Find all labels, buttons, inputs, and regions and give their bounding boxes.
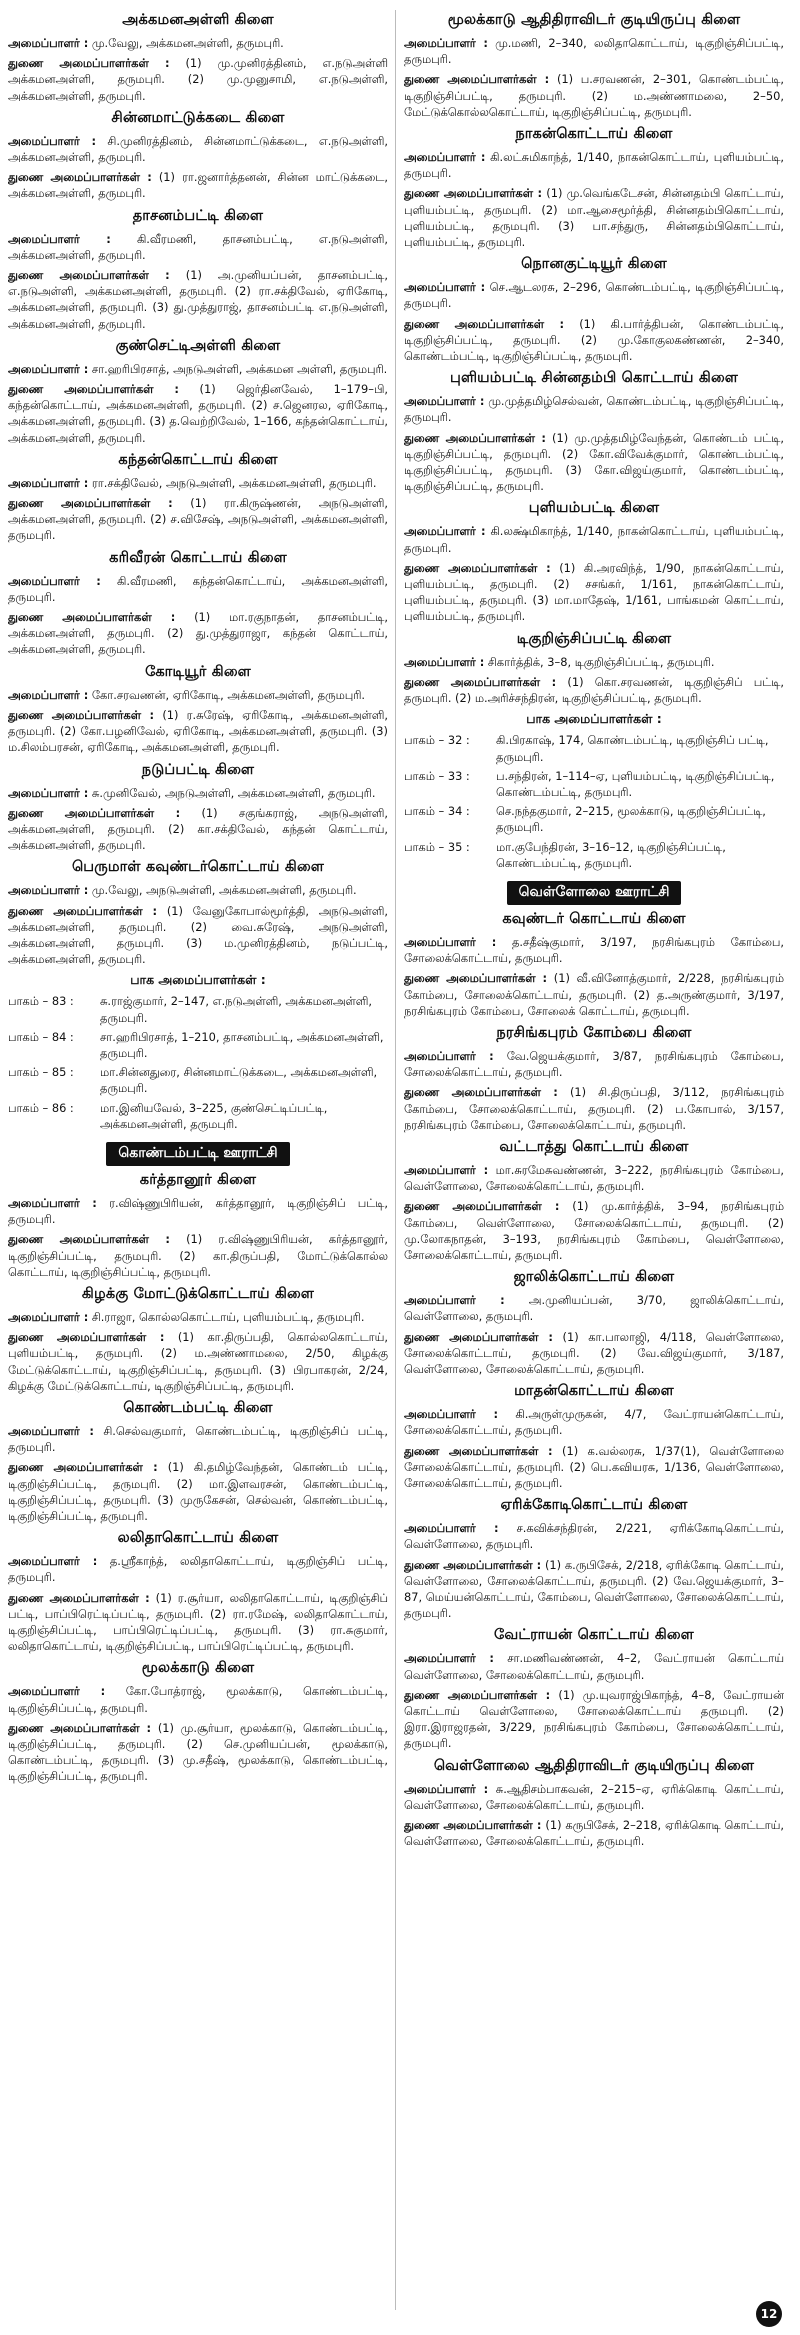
deputy-line bbox=[8, 1590, 388, 1655]
branch-title: கோடியூர் கிளை bbox=[145, 663, 251, 680]
secretary-label: அமைப்பாளர் : bbox=[8, 1554, 98, 1569]
secretary-line bbox=[404, 1650, 784, 1682]
deputy-line bbox=[404, 1687, 784, 1752]
deputy-label: துணை அமைப்பாளர்கள் : bbox=[404, 1199, 560, 1214]
branch-title: டிகுறிஞ்சிப்பட்டி கிளை bbox=[516, 630, 672, 647]
branch-title: வேட்ராயன் கொட்டாய் கிளை bbox=[494, 1627, 694, 1644]
secretary-line bbox=[8, 1553, 388, 1585]
deputy-text: (1) அ.முனியப்பன், தாசனம்பட்டி, எ.நடுஅள்ளி, அக்கமனஅள்ளி, தருமபுரி. (2) ரா.சக்திவேல், ஏரிகோடி, அக்கமனஅள்ளி, தருமபுரி. (3) து.முத்துராஜ், தாசனம்பட்டி எ.நடுஅள்ளி, அக்கமனஅள்ளி, தருமபுரி. bbox=[8, 268, 388, 331]
secretary-text: சி.செல்வகுமார், கொண்டம்பட்டி, டிகுறிஞ்சிப் பட்டி, தருமபுரி. bbox=[8, 1423, 388, 1455]
branch-title: வெள்ளோலை ஆதிதிராவிடர் குடியிருப்பு கிளை bbox=[433, 1757, 755, 1774]
secretary-text: கி.வீரமணி, தாசனம்பட்டி, எ.நடுஅள்ளி, அக்கமனஅள்ளி, தருமபுரி. bbox=[8, 231, 388, 262]
deputy-text: (1) கா.பாலாஜி, 4/118, வெள்ளோலை, சோலைக்கொட்டாய், தருமபுரி. (2) வே.விஜய்குமார், 3/187, வெள்ளோலை, சோலைக்கொட்டாய், தருமபுரி. bbox=[404, 1329, 784, 1376]
left-column bbox=[8, 6, 388, 1791]
deputy-label: துணை அமைப்பாளர்கள் : bbox=[8, 1590, 150, 1605]
secretary-line bbox=[404, 149, 784, 181]
branch-section bbox=[404, 1758, 784, 1850]
secretary-text: மு.வேலு, அக்கமனஅள்ளி, தருமபுரி. bbox=[91, 36, 284, 50]
branch-title: பெருமாள் கவுண்டர்கொட்டாய் கிளை bbox=[72, 859, 324, 876]
deputy-text: (1) ர.சுரேஷ், ஏரிகோடி, அக்கமனஅள்ளி, தருமபுரி. (2) கோ.பழனிவேல், ஏரிகோடி, அக்கமனஅள்ளி, தருமபுரி. (3) ம.சிலம்பரசன், ஏரிகோடி, அக்கமனஅள்ளி, தருமபுரி. bbox=[8, 707, 388, 755]
secretary-label: அமைப்பாளர் : bbox=[8, 133, 97, 148]
secretary-line bbox=[8, 573, 388, 605]
column-divider bbox=[395, 10, 396, 2310]
secretary-label: அமைப்பாளர் : bbox=[404, 1407, 499, 1422]
part-organizers-heading: பாக அமைப்பாளர்கள் : bbox=[526, 711, 662, 727]
secretary-label: அமைப்பாளர் : bbox=[8, 1423, 94, 1438]
deputy-line bbox=[8, 707, 388, 756]
deputy-line bbox=[404, 430, 784, 495]
deputy-text: (1) கி.தமிழ்வேந்தன், கொண்டம் பட்டி, டிகுறிஞ்சிப்பட்டி, தருமபுரி. (2) மா.இளவரசன், கொண்டம்பட்டி, டிகுறிஞ்சிப்பட்டி, தருமபுரி. (3) முருகேசன், செல்வன், கொண்டம்பட்டி, டிகுறிஞ்சிப்பட்டி, தருமபுரி. bbox=[8, 1460, 388, 1523]
secretary-line bbox=[404, 523, 784, 555]
branch-title: நடுப்பட்டி கிளை bbox=[141, 761, 255, 778]
secretary-text: சு.ஆதிசம்பாகவன், 2–215–ஏ, ஏரிக்கொடி கொட்டாய், வெள்ளோலை, சோலைக்கொட்டாய், தருமபுரி. bbox=[404, 1781, 784, 1812]
secretary-label: அமைப்பாளர் : bbox=[404, 524, 486, 539]
branch-section bbox=[8, 664, 388, 756]
union-heading bbox=[404, 881, 784, 905]
part-row bbox=[404, 732, 784, 764]
branch-title: மாதன்கொட்டாய் கிளை bbox=[514, 1383, 674, 1400]
secretary-label: அமைப்பாளர் : bbox=[404, 1293, 505, 1308]
part-number: பாகம் – 32 : bbox=[404, 733, 470, 748]
secretary-text: த.ஸ்ரீகாந்த், லலிதாகொட்டாய், டிகுறிஞ்சிப் பட்டி, தருமபுரி. bbox=[8, 1554, 388, 1585]
branch-title: ஜாலிக்கொட்டாய் கிளை bbox=[513, 1269, 675, 1286]
secretary-label: அமைப்பாளர் : bbox=[404, 150, 486, 165]
deputy-line bbox=[8, 169, 388, 201]
branch-title: நரசிங்கபுரம் கோம்பை கிளை bbox=[496, 1024, 692, 1041]
branch-title: சின்னமாட்டுக்கடை கிளை bbox=[111, 109, 285, 126]
deputy-text: (1) மு.யுவராஜ்பிகாந்த், 4–8, வேட்ராயன் கொட்டாய் வெள்ளோலை, சோலைக்கொட்டாய் தருமபுரி. (2) இரா.இராஜரதன், 3/229, நரசிங்கபுரம் கோம்பை, சோலைக்கொட்டாய், தருமபுரி. bbox=[404, 1687, 784, 1751]
branch-section bbox=[8, 452, 388, 544]
deputy-label: துணை அமைப்பாளர்கள் : bbox=[8, 382, 179, 397]
branch-title: லலிதாகொட்டாய் கிளை bbox=[117, 1530, 279, 1547]
secretary-line bbox=[8, 882, 388, 898]
union-heading bbox=[8, 1142, 388, 1166]
secretary-line bbox=[8, 1423, 388, 1455]
deputy-text: (1) கி.அரவிந்த், 1/90, நாகன்கொட்டாய், புளியம்பட்டி, தருமபுரி. (2) சசங்கர், 1/161, நாகன்கொட்டாய், புளியம்பட்டி, தருமபுரி. (3) மா.மாதேஷ், 1/161, பாங்கமன் கொட்டாய், புளியம்பட்டி, தருமபுரி. bbox=[404, 560, 784, 624]
part-organizers-heading: பாக அமைப்பாளர்கள் : bbox=[130, 972, 266, 988]
secretary-label: அமைப்பாளர் : bbox=[8, 785, 89, 800]
part-number: பாகம் – 86 : bbox=[8, 1100, 74, 1115]
branch-section bbox=[8, 762, 388, 854]
branch-section bbox=[404, 1383, 784, 1491]
branch-section bbox=[404, 631, 784, 871]
part-row bbox=[8, 1100, 388, 1132]
secretary-label: அமைப்பாளர் : bbox=[8, 1195, 97, 1210]
branch-title: புளியம்பட்டி கிளை bbox=[528, 500, 660, 517]
secretary-text: மா.சுரமேசுவண்ணன், 3–222, நரசிங்கபுரம் கோம்பை, வெள்ளோலை, சோலைக்கொட்டாய், தருமபுரி. bbox=[404, 1162, 784, 1194]
branch-section bbox=[8, 1286, 388, 1394]
branch-title: கர்த்தானூர் கிளை bbox=[139, 1171, 257, 1188]
deputy-label: துணை அமைப்பாளர்கள் : bbox=[404, 1329, 553, 1344]
secretary-line bbox=[404, 35, 784, 67]
secretary-label: அமைப்பாளர் : bbox=[8, 231, 111, 246]
branch-section bbox=[8, 550, 388, 658]
secretary-label: அமைப்பாளர் : bbox=[8, 1684, 106, 1699]
branch-section bbox=[8, 1400, 388, 1524]
deputy-label: துணை அமைப்பாளர்கள் : bbox=[404, 1557, 542, 1572]
branch-section bbox=[8, 110, 388, 202]
branch-title: கொண்டம்பட்டி கிளை bbox=[123, 1399, 273, 1416]
part-row bbox=[404, 839, 784, 871]
deputy-line bbox=[8, 381, 388, 446]
part-number: பாகம் – 35 : bbox=[404, 839, 470, 854]
branch-section bbox=[404, 126, 784, 250]
part-number: பாகம் – 84 : bbox=[8, 1029, 74, 1044]
deputy-label: துணை அமைப்பாளர்கள் : bbox=[404, 72, 550, 87]
deputy-line bbox=[404, 71, 784, 120]
branch-section bbox=[404, 911, 784, 1019]
deputy-label: துணை அமைப்பாளர்கள் : bbox=[8, 56, 170, 71]
part-number: பாகம் – 85 : bbox=[8, 1065, 74, 1080]
secretary-line bbox=[8, 785, 388, 801]
deputy-label: துணை அமைப்பாளர்கள் : bbox=[8, 903, 158, 918]
secretary-line bbox=[8, 361, 388, 377]
branch-section bbox=[8, 859, 388, 1132]
branch-title: புளியம்பட்டி சின்னதம்பி கொட்டாய் கிளை bbox=[449, 370, 739, 387]
secretary-label: அமைப்பாளர் : bbox=[8, 475, 89, 490]
secretary-line bbox=[404, 1406, 784, 1438]
secretary-text: சா.மணிவண்ணன், 4–2, வேட்ராயன் கொட்டாய் வெள்ளோலை, சோலைக்கொட்டாய், தருமபுரி. bbox=[404, 1651, 784, 1682]
part-text: கி.பிரகாஷ், 174, கொண்டம்பட்டி, டிகுறிஞ்சிப் பட்டி, தருமபுரி. bbox=[496, 733, 769, 764]
deputy-label: துணை அமைப்பாளர்கள் : bbox=[8, 1720, 152, 1735]
secretary-text: சிகார்த்திக், 3–8, டிகுறிஞ்சிப்பட்டி, தருமபுரி. bbox=[487, 654, 715, 669]
secretary-line bbox=[8, 231, 388, 263]
deputy-text: (1) மா.ரகுநாதன், தாசனம்பட்டி, அக்கமனஅள்ளி, தருமபுரி. (2) து.முத்துராஜா, கந்தன் கொட்டாய், அக்கமனஅள்ளி, தருமபுரி. bbox=[8, 610, 388, 657]
deputy-label: துணை அமைப்பாளர்கள் : bbox=[8, 1460, 158, 1475]
right-column bbox=[404, 6, 784, 1855]
deputy-line bbox=[404, 316, 784, 365]
branch-section bbox=[8, 338, 388, 446]
deputy-text: (1) ர.விஷ்ணுபிரியன், கர்த்தானூர், டிகுறிஞ்சிப்பட்டி, தருமபுரி. (2) கா.திருப்பதி, மோட்டுக்கொல்ல கொட்டாய், டிகுறிஞ்சிப்பட்டி, தருமபுரி. bbox=[8, 1232, 388, 1279]
secretary-text: கி.லட்சுமிகாந்த், 1/140, நாகன்கொட்டாய், புளியம்பட்டி, தருமபுரி. bbox=[404, 150, 784, 181]
deputy-label: துணை அமைப்பாளர்கள் : bbox=[404, 186, 543, 201]
secretary-text: த.சதீஷ்குமார், 3/197, நரசிங்கபுரம் கோம்பை, சோலைக்கொட்டாய், தருமபுரி. bbox=[404, 934, 784, 966]
secretary-line bbox=[8, 1309, 388, 1325]
secretary-line bbox=[404, 1162, 784, 1194]
deputy-label: துணை அமைப்பாளர்கள் : bbox=[8, 610, 176, 625]
deputy-text: (1) சி.திருப்பதி, 3/112, நரசிங்கபுரம் கோம்பை, சோலைக்கொட்டாய், தருமபுரி. (2) ப.கோபால், 3/157, நரசிங்கபுரம் கோம்பை, சோலைக்கொட்டாய், தருமபுரி. bbox=[404, 1085, 784, 1132]
secretary-label: அமைப்பாளர் : bbox=[8, 36, 89, 50]
secretary-text: மு.முத்தமிழ்செல்வன், கொண்டம்பட்டி, டிகுறிஞ்சிப்பட்டி, தருமபுரி. bbox=[404, 394, 784, 425]
secretary-line bbox=[404, 279, 784, 311]
deputy-label: துணை அமைப்பாளர்கள் : bbox=[8, 170, 152, 185]
secretary-text: ரா.சக்திவேல், அநடுஅள்ளி, அக்கமனஅள்ளி, தருமபுரி. bbox=[91, 475, 377, 490]
part-row bbox=[8, 993, 388, 1025]
secretary-line bbox=[404, 654, 784, 670]
deputy-line bbox=[8, 903, 388, 968]
branch-section bbox=[404, 1025, 784, 1133]
branch-title: மூலக்காடு ஆதிதிராவிடர் குடியிருப்பு கிளை bbox=[447, 12, 741, 28]
branch-section bbox=[8, 12, 388, 104]
branch-section bbox=[404, 12, 784, 120]
deputy-line bbox=[404, 1198, 784, 1263]
page-number-badge: 12 bbox=[756, 2301, 782, 2327]
branch-section bbox=[8, 208, 388, 332]
secretary-label: அமைப்பாளர் : bbox=[404, 394, 485, 409]
secretary-line bbox=[8, 133, 388, 165]
part-row bbox=[404, 803, 784, 835]
secretary-text: கி.அருள்முருகன், 4/7, வேட்ராயன்கொட்டாய், சோலைக்கொட்டாய், தருமபுரி. bbox=[404, 1407, 784, 1438]
deputy-text: (1) க.வல்லரசு, 1/37(1), வெள்ளோலை சோலைக்கொட்டாய், தருமபுரி. (2) பெ.கவியரசு, 1/136, வெள்ளோலை, சோலைக்கொட்டாய், தருமபுரி. bbox=[404, 1443, 784, 1490]
deputy-line bbox=[404, 1557, 784, 1622]
branch-title: ஏரிக்கோடிகொட்டாய் கிளை bbox=[500, 1497, 688, 1514]
deputy-line bbox=[404, 185, 784, 250]
secretary-line bbox=[404, 1292, 784, 1324]
part-text: செ.நந்தகுமார், 2–215, மூலக்காடு, டிகுறிஞ்சிப்பட்டி, தருமபுரி. bbox=[496, 804, 766, 835]
branch-section bbox=[404, 500, 784, 624]
deputy-text: (1) மு.சூர்யா, மூலக்காடு, கொண்டம்பட்டி, டிகுறிஞ்சிப்பட்டி, தருமபுரி. (2) செ.முனியப்பன், மூலக்காடு, கொண்டம்பட்டி, தருமபுரி. (3) மு.சதீஷ், மூலக்காடு, கொண்டம்பட்டி, டிகுறிஞ்சிப்பட்டி, தருமபுரி. bbox=[8, 1720, 388, 1784]
part-row bbox=[8, 1029, 388, 1061]
secretary-text: ச.கவிக்சந்திரன், 2/221, ஏரிக்கோடிகொட்டாய், வெள்ளோலை, தருமபுரி. bbox=[404, 1521, 784, 1552]
deputy-label: துணை அமைப்பாளர்கள் : bbox=[8, 496, 173, 511]
deputy-text: (1) ரா.ஜனார்த்தனன், சின்ன மாட்டுக்கடை, அக்கமனஅள்ளி, தருமபுரி. bbox=[8, 170, 388, 201]
deputy-text: (1) கருபிசேக், 2–218, ஏரிக்கொடி கொட்டாய், வெள்ளோலை, சோலைக்கொட்டாய், தருமபுரி. bbox=[404, 1818, 784, 1849]
secretary-label: அமைப்பாளர் : bbox=[404, 1162, 489, 1177]
secretary-label: அமைப்பாளர் : bbox=[8, 573, 101, 588]
secretary-label: அமைப்பாளர் : bbox=[404, 36, 488, 50]
deputy-line bbox=[404, 1084, 784, 1133]
deputy-line bbox=[404, 560, 784, 625]
secretary-line bbox=[404, 1520, 784, 1552]
deputy-text: (1) வீ.வினோத்குமார், 2/228, நரசிங்கபுரம் கோம்பை, சோலைக்கொட்டாய், தருமபுரி. (2) த.அருண்குமார், 3/197, நரசிங்கபுரம் கோம்பை, சோலைக் கொட்டாய், தருமபுரி. bbox=[404, 971, 784, 1018]
deputy-line bbox=[8, 805, 388, 854]
deputy-label: துணை அமைப்பாளர்கள் : bbox=[404, 1085, 558, 1100]
deputy-line bbox=[404, 970, 784, 1019]
secretary-text: கோ.போத்ராஜ், மூலக்காடு, கொண்டம்பட்டி, டிகுறிஞ்சிப்பட்டி, தருமபுரி. bbox=[8, 1684, 388, 1715]
deputy-text: (1) க.ருபிசேக், 2/218, ஏரிக்கோடி கொட்டாய், வெள்ளோலை, சோலைக்கொட்டாய், தருமபுரி. (2) வே.ஜெயக்குமார், 3–87, மெய்யன்கொட்டாய், கோம்பை, வெள்ளோலை, சோலைக்கொட்டாய், தருமபுரி. bbox=[404, 1557, 784, 1621]
branch-title: தாசனம்பட்டி கிளை bbox=[132, 207, 264, 224]
deputy-line bbox=[404, 1329, 784, 1378]
deputy-line bbox=[404, 674, 784, 706]
secretary-label: அமைப்பாளர் : bbox=[404, 1651, 494, 1666]
deputy-label: துணை அமைப்பாளர்கள் : bbox=[404, 430, 546, 445]
deputy-text: (1) ஜெர்தினவேல், 1–179–பி, கந்தன்கொட்டாய், அக்கமனஅள்ளி, தருமபுரி. (2) ச.ஜெனரல, ஏரிகோடி, அக்கமனஅள்ளி, தருமபுரி. (3) த.வெற்றிவேல், 1–166, கந்தன்கொட்டாய், அக்கமனஅள்ளி, தருமபுரி. bbox=[8, 382, 388, 445]
secretary-line bbox=[8, 687, 388, 703]
secretary-label: அமைப்பாளர் : bbox=[8, 883, 89, 898]
branch-section bbox=[404, 1497, 784, 1621]
deputy-text: (1) கி.பார்த்திபன், கொண்டம்பட்டி, டிகுறிஞ்சிப்பட்டி, தருமபுரி. (2) மு.கோகுலகண்ணன், 2–340, கொண்டம்பட்டி, டிகுறிஞ்சிப்பட்டி, தருமபுரி. bbox=[404, 316, 784, 364]
deputy-text: (1) கா.திருப்பதி, கொல்லகொட்டாய், புளியம்பட்டி, தருமபுரி. (2) ம.அண்ணாமலை, 2/50, கிழக்கு மேட்டுக்கொட்டாய், டிகுறிஞ்சிப்பட்டி, தருமபுரி. (3) பிரபாகரன், 2/24, கிழக்கு மேட்டுக்கொட்டாய், டிகுறிஞ்சிப்பட்டி, தருமபுரி. bbox=[8, 1330, 388, 1393]
part-text: சு.ராஜ்குமார், 2–147, எ.நடுஅள்ளி, அக்கமனஅள்ளி, தருமபுரி. bbox=[100, 994, 373, 1025]
branch-section bbox=[404, 1139, 784, 1263]
branch-title: கிழக்கு மோட்டுக்கொட்டாய் கிளை bbox=[81, 1285, 315, 1302]
secretary-text: அ.முனியப்பன், 3/70, ஜாலிக்கொட்டாய், வெள்ளோலை, தருமபுரி. bbox=[404, 1293, 784, 1324]
part-row bbox=[8, 1064, 388, 1096]
secretary-text: செ.ஆடலரசு, 2–296, கொண்டம்பட்டி, டிகுறிஞ்சிப்பட்டி, தருமபுரி. bbox=[404, 280, 784, 311]
deputy-label: துணை அமைப்பாளர்கள் : bbox=[8, 707, 155, 722]
deputy-line bbox=[404, 1443, 784, 1492]
deputy-text: (1) மு.வெங்கடேசன், சின்னதம்பி கொட்டாய், புளியம்பட்டி, தருமபுரி. (2) மா.ஆசைமூர்த்தி, சின்னதம்பிகொட்டாய், புளியம்பட்டி, தருமபுரி. (3) பா.சந்துரு, சின்னதம்பிகொட்டாய், புளியம்பட்டி, தருமபுரி. bbox=[404, 186, 784, 250]
deputy-label: துணை அமைப்பாளர்கள் : bbox=[404, 1443, 553, 1458]
deputy-line bbox=[8, 1720, 388, 1785]
union-heading-label: கொண்டம்பட்டி ஊராட்சி bbox=[106, 1142, 289, 1166]
branch-title: கந்தன்கொட்டாய் கிளை bbox=[118, 451, 278, 468]
part-text: சா.ஹரிபிரசாத், 1–210, தாசனம்பட்டி, அக்கமனஅள்ளி, தருமபுரி. bbox=[100, 1029, 384, 1060]
branch-title: அக்கமனஅள்ளி கிளை bbox=[122, 12, 274, 28]
deputy-label: துணை அமைப்பாளர்கள் : bbox=[404, 1687, 551, 1702]
deputy-text: (1) கொ.சரவணன், டிகுறிஞ்சிப் பட்டி, தருமபுரி. (2) ம.அரிச்சந்திரன், டிகுறிஞ்சிப்பட்டி, தருமபுரி. bbox=[404, 674, 784, 706]
deputy-line bbox=[8, 1231, 388, 1280]
branch-title: குண்செட்டிஅள்ளி கிளை bbox=[115, 337, 281, 354]
part-text: ப.சந்திரன், 1–114–ஏ, புளியம்பட்டி, டிகுறிஞ்சிப்பட்டி, கொண்டம்பட்டி, தருமபுரி. bbox=[496, 768, 775, 799]
deputy-label: துணை அமைப்பாளர்கள் : bbox=[404, 560, 551, 575]
secretary-text: மு.மணி, 2–340, லலிதாகொட்டாய், டிகுறிஞ்சிப்பட்டி, தருமபுரி. bbox=[404, 36, 784, 67]
branch-section bbox=[404, 256, 784, 364]
secretary-line bbox=[8, 1195, 388, 1227]
deputy-label: துணை அமைப்பாளர்கள் : bbox=[8, 805, 181, 820]
part-text: மா.இனியவேல், 3–225, குண்செட்டிப்பட்டி, அக்கமனஅள்ளி, தருமபுரி. bbox=[100, 1100, 328, 1131]
branch-section bbox=[8, 1660, 388, 1784]
secretary-label: அமைப்பாளர் : bbox=[404, 1781, 489, 1796]
secretary-text: வே.ஜெயக்குமார், 3/87, நரசிங்கபுரம் கோம்பை, சோலைக்கொட்டாய், தருமபுரி. bbox=[404, 1048, 784, 1080]
deputy-text: (1) மு.கார்த்திக், 3–94, நரசிங்கபுரம் கோம்பை, வெள்ளோலை, சோலைக்கொட்டாய், தருமபுரி. (2) மு.லோகநாதன், 3–193, நரசிங்கபுரம் கோம்பை, வெள்ளோலை, சோலைக்கொட்டாய், தருமபுரி. bbox=[404, 1199, 784, 1262]
deputy-line bbox=[8, 1459, 388, 1524]
secretary-text: சி.ராஜா, கொல்லகொட்டாய், புளியம்பட்டி, தருமபுரி. bbox=[91, 1309, 365, 1324]
secretary-line bbox=[404, 934, 784, 966]
secretary-line bbox=[8, 1683, 388, 1715]
secretary-label: அமைப்பாளர் : bbox=[404, 934, 497, 949]
deputy-label: துணை அமைப்பாளர்கள் : bbox=[404, 971, 548, 986]
secretary-line bbox=[8, 475, 388, 491]
branch-title: கவுண்டர் கொட்டாய் கிளை bbox=[502, 910, 686, 927]
union-heading-label: வெள்ளோலை ஊராட்சி bbox=[507, 881, 682, 905]
deputy-line bbox=[8, 609, 388, 658]
deputy-text: (1) மு.முனிரத்தினம், எ.நடுஅள்ளி அக்கமனஅள்ளி, தருமபுரி. (2) மு.முனுசாமி, எ.நடுஅள்ளி, அக்கமனஅள்ளி, தருமபுரி. bbox=[8, 56, 388, 103]
part-number: பாகம் – 34 : bbox=[404, 804, 470, 819]
secretary-label: அமைப்பாளர் : bbox=[8, 687, 89, 702]
deputy-text: (1) ர.சூர்யா, லலிதாகொட்டாய், டிகுறிஞ்சிப் பட்டி, பாப்பிரெட்டிப்பட்டி, தருமபுரி. (2) ரா.ரமேஷ், லலிதாகொட்டாய், டிகுறிஞ்சிப்பட்டி, பாப்பிரெட்டிப்பட்டி, தருமபுரி. (3) ரா.சுகுமார், லலிதாகொட்டாய், டிகுறிஞ்சிப்பட்டி, பாப்பிரெட்டிப்பட்டி, தருமபுரி. bbox=[8, 1590, 388, 1654]
part-number: பாகம் – 83 : bbox=[8, 994, 74, 1009]
branch-title: நாகன்கொட்டாய் கிளை bbox=[515, 126, 673, 143]
deputy-text: (1) சகுங்கராஜ், அநடுஅள்ளி, அக்கமனஅள்ளி, தருமபுரி. (2) கா.சக்திவேல், கந்தன் கொட்டாய், அக்கமனஅள்ளி, தருமபுரி. bbox=[8, 805, 388, 853]
deputy-label: துணை அமைப்பாளர்கள் : bbox=[8, 1330, 165, 1345]
secretary-line bbox=[8, 35, 388, 51]
part-text: மா.சின்னதுரை, சின்னமாட்டுக்கடை, அக்கமனஅள்ளி, தருமபுரி. bbox=[100, 1065, 378, 1096]
secretary-text: சு.முனிவேல், அநடுஅள்ளி, அக்கமனஅள்ளி, தருமபுரி. bbox=[91, 785, 376, 800]
deputy-label: துணை அமைப்பாளர்கள் : bbox=[404, 1818, 542, 1833]
deputy-text: (1) ரா.கிருஷ்ணன், அநடுஅள்ளி, அக்கமனஅள்ளி, தருமபுரி. (2) ச.விசேஷ், அநடுஅள்ளி, அக்கமனஅள்ளி, தருமபுரி. bbox=[8, 496, 388, 543]
secretary-label: அமைப்பாளர் : bbox=[404, 280, 486, 295]
secretary-label: அமைப்பாளர் : bbox=[404, 1048, 494, 1063]
secretary-text: ர.விஷ்ணுபிரியன், கர்த்தானூர், டிகுறிஞ்சிப் பட்டி, தருமபுரி. bbox=[8, 1195, 388, 1227]
branch-section bbox=[404, 1269, 784, 1377]
branch-title: மூலக்காடு கிளை bbox=[141, 1660, 255, 1677]
deputy-text: (1) ப.சரவணன், 2–301, கொண்டம்பட்டி, டிகுறிஞ்சிப்பட்டி, தருமபுரி. (2) ம.அண்ணாமலை, 2–50, மேட்டுக்கொல்லகொட்டாய், டிகுறிஞ்சிப்பட்டி, தருமபுரி. bbox=[404, 72, 784, 119]
secretary-label: அமைப்பாளர் : bbox=[8, 1309, 89, 1324]
secretary-text: கோ.சரவணன், ஏரிகோடி, அக்கமனஅள்ளி, தருமபுரி. bbox=[91, 687, 366, 702]
secretary-label: அமைப்பாளர் : bbox=[8, 361, 89, 376]
deputy-line bbox=[404, 1817, 784, 1849]
secretary-text: சி.முனிரத்தினம், சின்னமாட்டுக்கடை, எ.நடுஅள்ளி, அக்கமனஅள்ளி, தருமபுரி. bbox=[8, 133, 388, 165]
secretary-label: அமைப்பாளர் : bbox=[404, 1521, 499, 1536]
deputy-line bbox=[8, 55, 388, 104]
part-row bbox=[404, 768, 784, 800]
branch-title: வட்டாத்து கொட்டாய் கிளை bbox=[499, 1138, 689, 1155]
secretary-line bbox=[404, 393, 784, 425]
branch-section bbox=[404, 1627, 784, 1751]
deputy-text: (1) மு.முத்தமிழ்வேந்தன், கொண்டம் பட்டி, டிகுறிஞ்சிப்பட்டி, தருமபுரி. (2) கோ.விவேக்குமார், கொண்டம்பட்டி, டிகுறிஞ்சிப்பட்டி, தருமபுரி. (3) கோ.விஜய்குமார், கொண்டம்பட்டி, டிகுறிஞ்சிப்பட்டி, தருமபுரி. bbox=[404, 430, 784, 494]
branch-section bbox=[8, 1172, 388, 1280]
secretary-line bbox=[404, 1781, 784, 1813]
secretary-text: மு.வேலு, அநடுஅள்ளி, அக்கமனஅள்ளி, தருமபுரி. bbox=[91, 883, 357, 898]
secretary-text: கி.வீரமணி, கந்தன்கொட்டாய், அக்கமனஅள்ளி, தருமபுரி. bbox=[8, 573, 388, 604]
secretary-label: அமைப்பாளர் : bbox=[404, 654, 485, 669]
secretary-text: சா.ஹரிபிரசாத், அநடுஅள்ளி, அக்கமன அள்ளி, தருமபுரி. bbox=[91, 361, 388, 376]
deputy-line bbox=[8, 495, 388, 544]
part-number: பாகம் – 33 : bbox=[404, 768, 470, 783]
secretary-line bbox=[404, 1048, 784, 1080]
branch-section bbox=[404, 370, 784, 494]
deputy-line bbox=[8, 267, 388, 332]
branch-section bbox=[8, 1530, 388, 1654]
branch-title: கரிவீரன் கொட்டாய் கிளை bbox=[109, 549, 287, 566]
deputy-line bbox=[8, 1329, 388, 1394]
secretary-text: கி.லக்ஷ்மிகாந்த், 1/140, நாகன்கொட்டாய், புளியம்பட்டி, தருமபுரி. bbox=[404, 524, 784, 555]
deputy-label: துணை அமைப்பாளர்கள் : bbox=[404, 316, 565, 331]
deputy-label: துணை அமைப்பாளர்கள் : bbox=[8, 268, 170, 283]
deputy-text: (1) வேனுகோபால்மூர்த்தி, அநடுஅள்ளி, அக்கமனஅள்ளி, தருமபுரி. (2) வை.சுரேஷ், அநடுஅள்ளி, அக்கமனஅள்ளி, தருமபுரி. (3) ம.முனிரத்தினம், நடுப்பட்டி, அக்கமனஅள்ளி, தருமபுரி. bbox=[8, 903, 388, 967]
branch-title: நொனகுட்டியூர் கிளை bbox=[521, 256, 667, 273]
part-text: மா.குபேந்திரன், 3–16–12, டிகுறிஞ்சிப்பட்டி, கொண்டம்பட்டி, தருமபுரி. bbox=[496, 839, 726, 870]
deputy-label: துணை அமைப்பாளர்கள் : bbox=[404, 674, 557, 689]
deputy-label: துணை அமைப்பாளர்கள் : bbox=[8, 1232, 170, 1247]
